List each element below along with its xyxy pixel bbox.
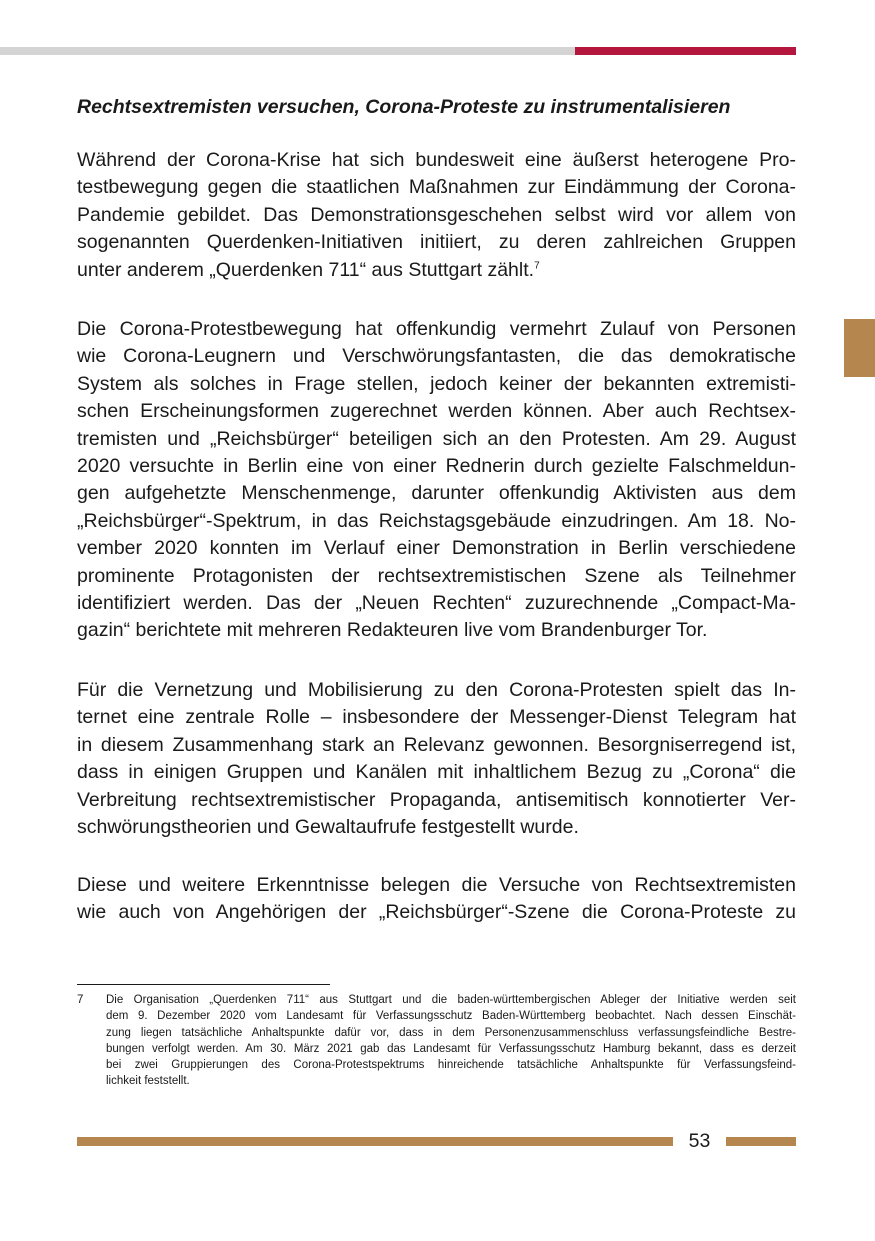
text-line-content: unter anderem „Querdenken 711“ aus Stuttgart zählt. — [77, 258, 535, 281]
text-line: testbewegung gegen die staatlichen Maßnahmen zur Eindämmung der Corona- — [77, 176, 796, 199]
text-line: wie auch von Angehörigen der „Reichsbürger“-Szene die Corona-Proteste zu — [77, 901, 796, 924]
top-bar-gray — [0, 47, 575, 55]
text-line: Für die Vernetzung und Mobilisierung zu den Corona-Protesten spielt das In- — [77, 679, 796, 701]
text-line: dass in einigen Gruppen und Kanälen mit inhaltlichem Bezug zu „Corona“ die — [77, 761, 796, 784]
text-line: System als solches in Frage stellen, jedoch keiner der bekannten extremisti- — [77, 372, 796, 395]
text-line: Während der Corona-Krise hat sich bundesweit eine äußerst heterogene Pro- — [77, 149, 796, 171]
paragraph-4 — [77, 872, 796, 927]
text-line: sogenannten Querdenken-Initiativen initiiert, zu deren zahlreichen Gruppen — [77, 231, 796, 254]
paragraph-1 — [77, 147, 796, 284]
text-line: identifiziert werden. Das der „Neuen Rechten“ zuzurechnende „Compact-Ma- — [77, 592, 796, 615]
footer-bar-left — [77, 1137, 673, 1146]
text-line: wie Corona-Leugnern und Verschwörungsfantasten, die das demokratische — [77, 345, 796, 368]
text-line: prominente Protagonisten der rechtsextremistischen Szene als Teilnehmer — [77, 564, 796, 587]
footnote-line: bei zwei Gruppierungen des Corona-Protestspektrums hinreichende tatsächliche Anhaltspunkte für Verfassungsfeind- — [106, 1059, 796, 1072]
footnote-reference: 7 — [534, 260, 540, 272]
text-line: in diesem Zusammenhang stark an Relevanz gewonnen. Besorgniserregend ist, — [77, 733, 796, 756]
footer-bar-right — [726, 1137, 796, 1146]
text-line: Diese und weitere Erkenntnisse belegen die Versuche von Rechtsextremisten — [77, 874, 796, 896]
text-line: „Reichsbürger“-Spektrum, in das Reichstagsgebäude einzudringen. Am 18. No- — [77, 509, 796, 532]
footnote-line: lichkeit feststellt. — [106, 1075, 190, 1088]
top-bar-red-accent — [575, 47, 796, 55]
footnote-line: zung liegen tatsächliche Anhaltspunkte dafür vor, dass in dem Personenzusammenschluss verfassungsfeindliche Bestre- — [106, 1026, 796, 1039]
footnote-line: dem 9. Dezember 2020 vom Landesamt für Verfassungsschutz Baden-Württemberg beobachtet. Nach dessen Einschät- — [106, 1010, 796, 1023]
text-line: ternet eine zentrale Rolle – insbesondere der Messenger-Dienst Telegram hat — [77, 706, 796, 729]
text-line: vember 2020 konnten im Verlauf einer Demonstration in Berlin verschiedene — [77, 537, 796, 560]
section-heading: Rechtsextremisten versuchen, Corona-Proteste zu instrumentalisieren — [77, 96, 731, 118]
text-line: schwörungstheorien und Gewaltaufrufe festgestellt wurde. — [77, 816, 579, 839]
footnote-number: 7 — [77, 994, 84, 1006]
text-line — [77, 257, 796, 284]
text-line: 2020 versuchte in Berlin eine von einer Rednerin durch gezielte Falschmeldun- — [77, 455, 796, 478]
footnote-text — [106, 992, 796, 1090]
text-line: tremisten und „Reichsbürger“ beteiligen sich an den Protesten. Am 29. August — [77, 427, 796, 450]
footnote-line: bungen verfolgt werden. Am 30. März 2021 gab das Landesamt für Verfassungsschutz Hamburg bekannt, dass es derzeit — [106, 1042, 796, 1055]
text-line: Verbreitung rechtsextremistischer Propaganda, antisemitisch konnotierter Ver- — [77, 788, 796, 811]
text-line: Pandemie gebildet. Das Demonstrationsgeschehen selbst wird vor allem von — [77, 203, 796, 226]
footnote-separator — [77, 984, 330, 985]
paragraph-2 — [77, 316, 796, 645]
text-line: gazin“ berichtete mit mehreren Redakteuren live vom Brandenburger Tor. — [77, 619, 708, 642]
text-line: schen Erscheinungsformen zugerechnet werden können. Aber auch Rechtsex- — [77, 400, 796, 423]
footnote-line: Die Organisation „Querdenken 711“ aus Stuttgart und die baden-württembergischen Ableger der Initiative werden seit — [106, 994, 796, 1006]
chapter-side-tab — [844, 319, 875, 377]
page-number: 53 — [688, 1130, 711, 1152]
paragraph-3 — [77, 677, 796, 841]
text-line: Die Corona-Protestbewegung hat offenkundig vermehrt Zulauf von Personen — [77, 318, 796, 340]
text-line: gen aufgehetzte Menschenmenge, darunter offenkundig Aktivisten aus dem — [77, 482, 796, 505]
